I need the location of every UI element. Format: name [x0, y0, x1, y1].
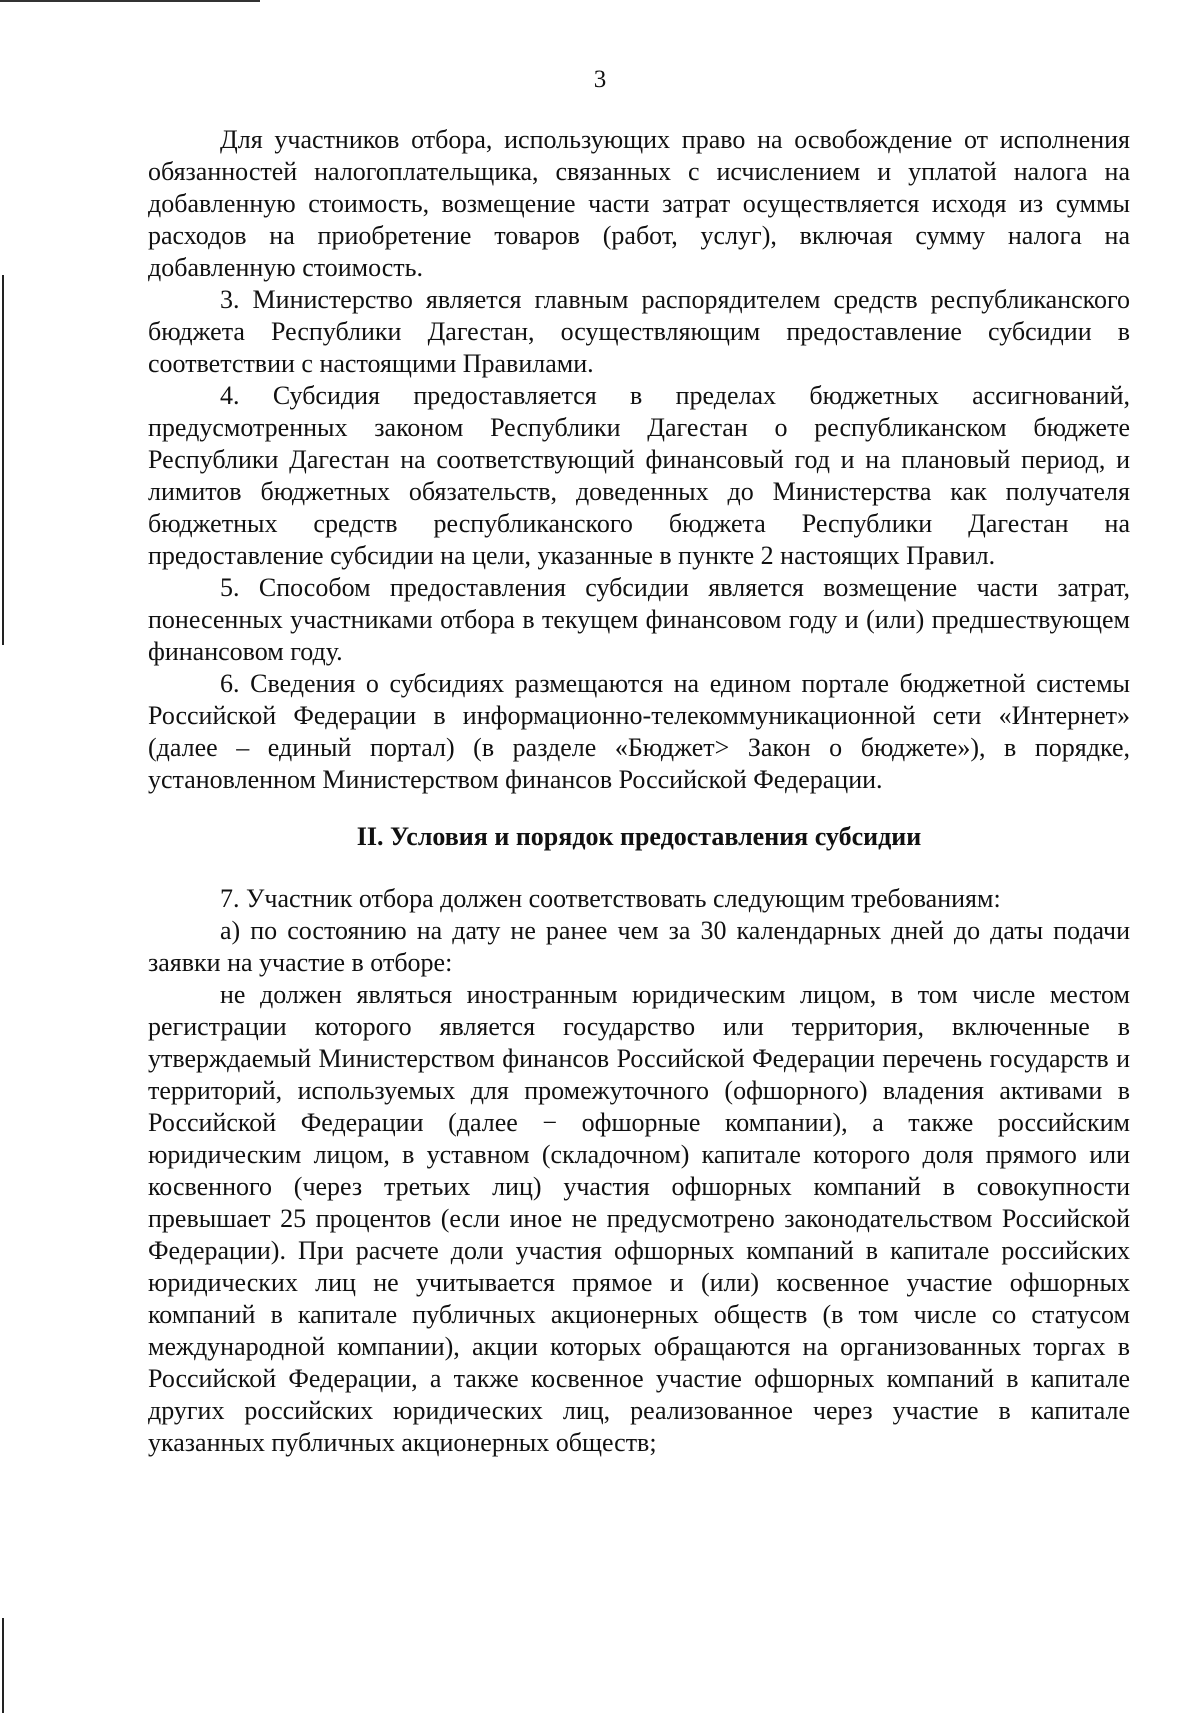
paragraph-7: 7. Участник отбора должен соответствовать следующим требованиям:: [220, 884, 1001, 913]
scan-edge-left-bottom: [2, 1618, 4, 1713]
paragraph-vat: Для участников отбора, использующих право на освобождение от исполнения обязанностей налогоплательщика, связанных с исчислением и уплатой налога на добавленную стоимость, возмещение части затрат осуществляется исходя из суммы расходов на приобретение товаров (работ, услуг), включая сумму налога на добавленную стоимость.: [148, 125, 1130, 282]
paragraph-offshore: не должен являться иностранным юридическим лицом, в том числе местом регистрации которого является государство или территория, включенные в утверждаемый Министерством финансов Российской Федерации перечень государств и территорий, используемых для промежуточного (офшорного) владения активами в Российской Федерации (далее − офшорные компании), а также российским юридическим лицом, в уставном (складочном) капитале которого доля прямого или косвенного (через третьих лиц) участия офшорных компаний в совокупности превышает 25 процентов (если иное не предусмотрено законодательством Российской Федерации). При расчете доли участия офшорных компаний в капитале российских юридических лиц не учитывается прямое и (или) косвенное участие офшорных компаний в капитале публичных акционерных обществ (в том числе со статусом международной компании), акции которых обращаются на организованных торгах в Российской Федерации, а также косвенное участие офшорных компаний в капитале других российских юридических лиц, реализованное через участие в капитале указанных публичных акционерных обществ;: [148, 980, 1130, 1457]
page-number: 3: [593, 66, 607, 93]
paragraph-4: 4. Субсидия предоставляется в пределах бюджетных ассигнований, предусмотренных законом Республики Дагестан о республиканском бюджете Республики Дагестан на соответствующий финансовый год и на плановый период, и лимитов бюджетных обязательств, доведенных до Министерства как получателя бюджетных средств республиканского бюджета Республики Дагестан на предоставление субсидии на цели, указанные в пункте 2 настоящих Правил.: [148, 381, 1130, 570]
paragraph-7a: а) по состоянию на дату не ранее чем за 30 календарных дней до даты подачи заявки на участие в отборе:: [148, 916, 1130, 977]
scan-edge-top: [0, 0, 260, 2]
scan-edge-left: [2, 275, 4, 645]
paragraph-5: 5. Способом предоставления субсидии является возмещение части затрат, понесенных участниками отбора в текущем финансовом году и (или) предшествующем финансовом году.: [148, 573, 1130, 666]
document-body: [148, 124, 1130, 1459]
section-title: II. Условия и порядок предоставления субсидии: [356, 822, 922, 851]
paragraph-6: 6. Сведения о субсидиях размещаются на едином портале бюджетной системы Российской Федерации в информационно-телекоммуникационной сети «Интернет» (далее – единый портал) (в разделе «Бюджет> Закон о бюджете»), в порядке, установленном Министерством финансов Российской Федерации.: [148, 669, 1130, 794]
paragraph-3: 3. Министерство является главным распорядителем средств республиканского бюджета Республики Дагестан, осуществляющим предоставление субсидии в соответствии с настоящими Правилами.: [148, 285, 1130, 378]
